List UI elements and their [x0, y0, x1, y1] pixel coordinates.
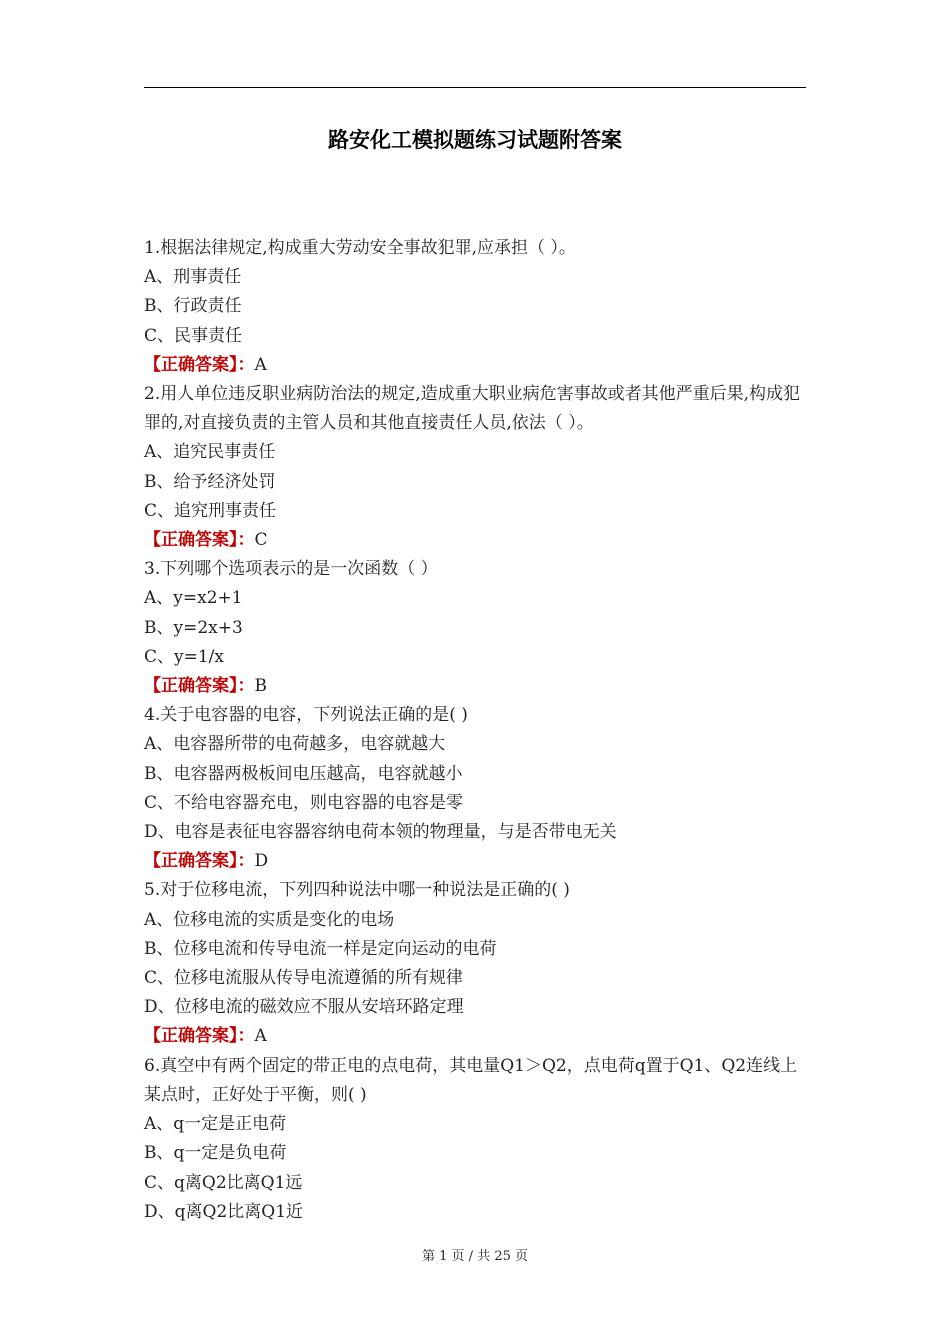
option: A、y=x2+1	[144, 588, 243, 609]
question-list	[144, 234, 808, 1227]
question-stem: 5.对于位移电流，下列四种说法中哪一种说法是正确的( )	[144, 880, 570, 901]
answer-line	[144, 847, 808, 876]
option: C、y=1/x	[144, 646, 224, 667]
answer-label: 【正确答案】：	[144, 530, 255, 551]
answer-label: 【正确答案】：	[144, 1026, 255, 1047]
option: C、不给电容器充电，则电容器的电容是零	[144, 792, 464, 813]
option: B、行政责任	[144, 296, 242, 317]
question-stem: 4.关于电容器的电容，下列说法正确的是( )	[144, 705, 468, 726]
answer-line	[144, 1022, 808, 1051]
answer-line	[144, 526, 808, 555]
option: C、追究刑事责任	[144, 500, 277, 521]
option: B、给予经济处罚	[144, 471, 276, 492]
answer-line	[144, 351, 808, 380]
option: C、q离Q2比离Q1远	[144, 1172, 303, 1193]
footer-prefix: 第	[421, 1249, 435, 1264]
option: A、位移电流的实质是变化的电场	[144, 909, 395, 930]
option: A、q一定是正电荷	[144, 1114, 287, 1135]
option: D、位移电流的磁效应不服从安培环路定理	[144, 997, 464, 1018]
question-stem: 3.下列哪个选项表示的是一次函数（ ）	[144, 559, 438, 580]
option: D、q离Q2比离Q1近	[144, 1201, 304, 1222]
option: A、电容器所带的电荷越多，电容就越大	[144, 734, 446, 755]
question-stem: 2.用人单位违反职业病防治法的规定,造成重大职业病危害事故或者其他严重后果,构成犯罪的,对直接负责的主管人员和其他直接责任人员,依法（ ）。	[144, 384, 801, 434]
answer-label: 【正确答案】：	[144, 676, 255, 697]
answer-label: 【正确答案】：	[144, 354, 255, 375]
answer-value: A	[254, 354, 267, 375]
current-page-number: 1	[439, 1249, 448, 1264]
option: A、追究民事责任	[144, 442, 276, 463]
answer-value: D	[254, 851, 269, 872]
total-page-count: 25	[494, 1249, 511, 1264]
answer-value: B	[254, 676, 267, 697]
footer-mid: 页 / 共	[451, 1249, 491, 1264]
option: C、民事责任	[144, 325, 243, 346]
answer-value: A	[254, 1026, 267, 1047]
question-stem: 1.根据法律规定,构成重大劳动安全事故犯罪,应承担（ ）。	[144, 238, 576, 258]
option: B、y=2x+3	[144, 617, 243, 638]
footer-suffix: 页	[515, 1249, 529, 1264]
option: D、电容是表征电容器容纳电荷本领的物理量，与是否带电无关	[144, 822, 617, 843]
header-rule	[144, 87, 806, 88]
option: B、位移电流和传导电流一样是定向运动的电荷	[144, 938, 497, 959]
page-footer	[0, 1245, 950, 1264]
question-stem: 6.真空中有两个固定的带正电的点电荷，其电量Q1＞Q2，点电荷q置于Q1、Q2连线上某点时，正好处于平衡，则( )	[144, 1055, 798, 1105]
document-title: 路安化工模拟题练习试题附答案	[328, 128, 622, 152]
option: A、刑事责任	[144, 267, 242, 288]
option: B、电容器两极板间电压越高，电容就越小	[144, 763, 463, 784]
option: C、位移电流服从传导电流遵循的所有规律	[144, 968, 464, 989]
answer-label: 【正确答案】：	[144, 851, 255, 872]
answer-line	[144, 672, 808, 701]
answer-value: C	[254, 530, 268, 551]
option: B、q一定是负电荷	[144, 1143, 287, 1164]
